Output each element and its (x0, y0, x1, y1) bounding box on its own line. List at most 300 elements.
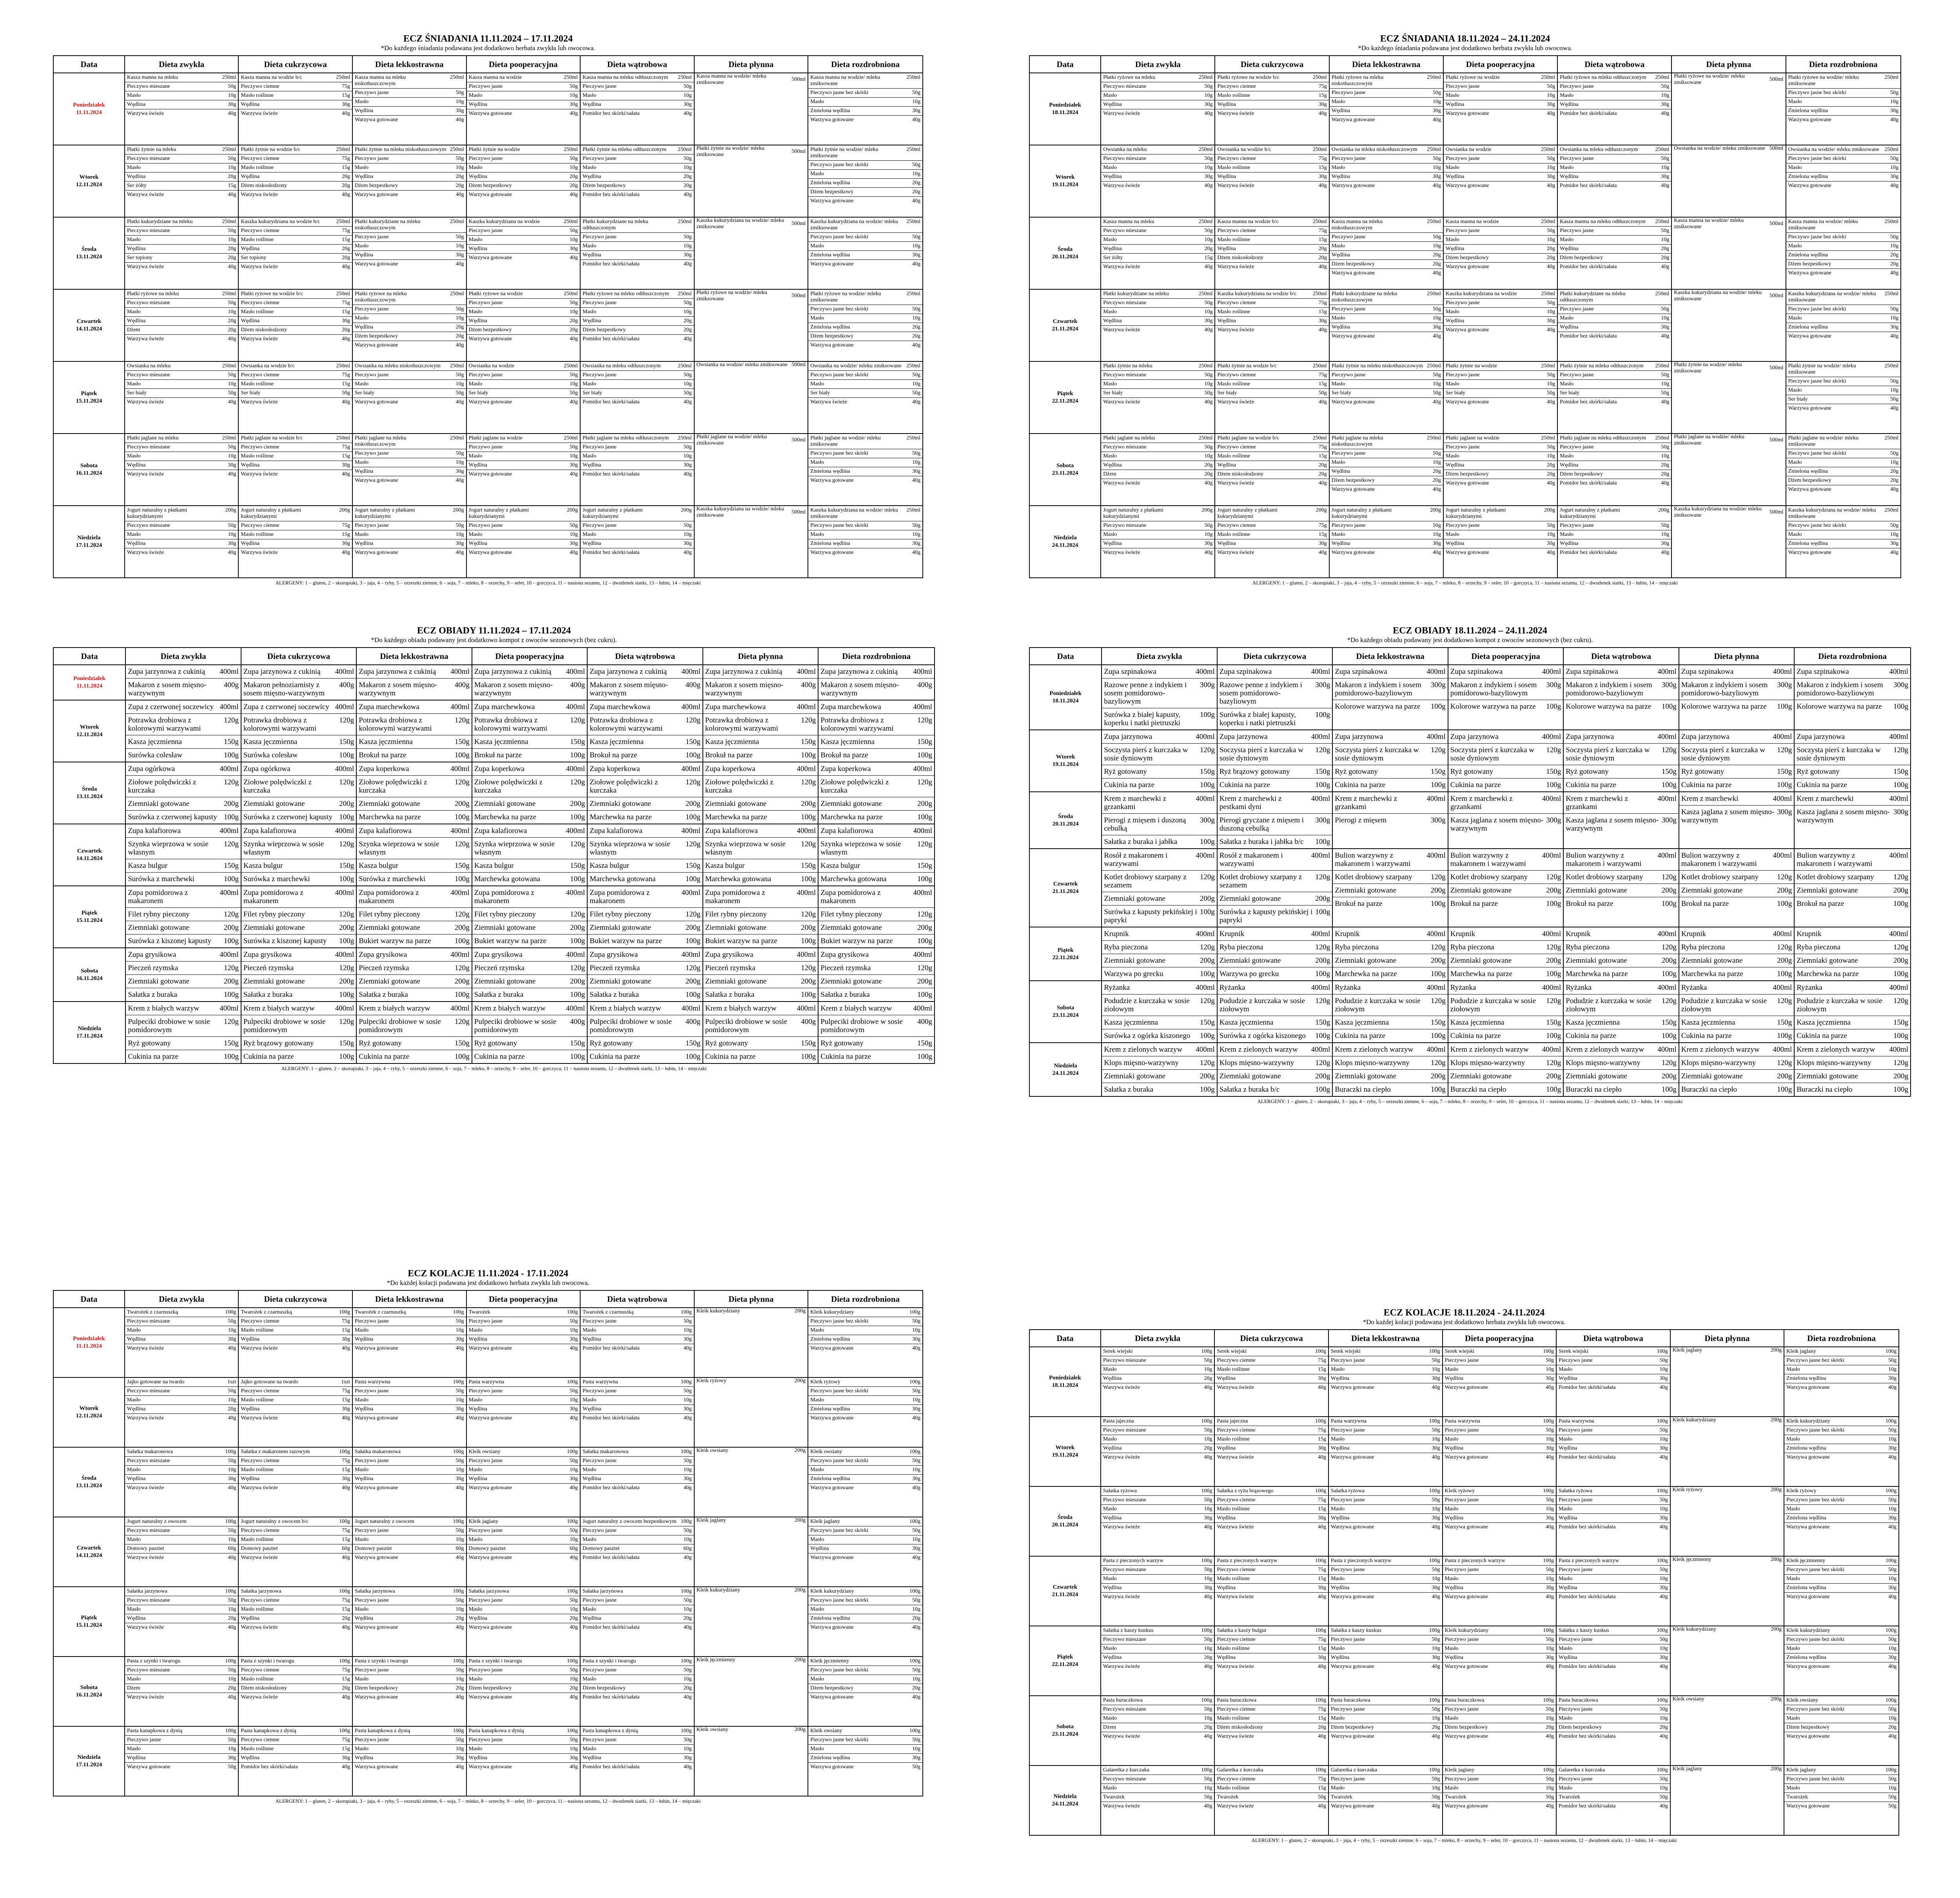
meal-name: Jogurt naturalny z owocem (354, 1519, 414, 1524)
meal-name: Warzywa gotowane (354, 342, 398, 348)
meal-qty: 120g (1546, 997, 1561, 1005)
meal-qty: 100g (1543, 1767, 1554, 1773)
meal-item (353, 1666, 466, 1675)
meal-item (1330, 107, 1443, 116)
meal-item (1557, 1705, 1670, 1714)
meal-item (241, 797, 356, 811)
meal-name: Masło (1331, 165, 1345, 171)
meal-qty: 120g (1546, 873, 1561, 881)
meal-qty: 20g (1204, 246, 1213, 252)
meal-name: Filet rybny pieczony (590, 910, 652, 918)
meal-qty: 50g (1204, 1776, 1212, 1782)
meal-qty: 20g (1204, 471, 1213, 477)
meal-name: Ziemniaki gotowane (1104, 956, 1166, 965)
meal-item (1443, 1505, 1556, 1514)
meal-item (353, 1535, 466, 1544)
date-cell: Niedziela 17.11.2024 (53, 1002, 125, 1063)
meal-name: Zmielona wędlina (1786, 1655, 1826, 1660)
meal-name: Masło (1788, 459, 1802, 465)
meal-cell (580, 1447, 694, 1517)
meal-name: Zupa jarzynowa (1104, 733, 1152, 741)
meal-item (808, 1535, 922, 1544)
meal-item (1215, 299, 1328, 308)
meal-qty: 120g (339, 778, 354, 786)
meal-name: Pasta kanapkowa z dynią (468, 1728, 524, 1734)
meal-name: Wędlina (241, 102, 260, 107)
meal-cell (125, 434, 239, 506)
meal-qty: 20g (456, 1615, 464, 1621)
meal-item (1564, 849, 1678, 871)
meal-item (1215, 1347, 1328, 1356)
meal-name: Masło roślinne (1217, 1646, 1250, 1651)
meal-item (1215, 1487, 1328, 1496)
meal-item (357, 886, 471, 908)
meal-qty: 30g (1659, 1655, 1668, 1660)
meal-item (581, 335, 694, 343)
meal-name: Warzywa świeże (1103, 327, 1140, 333)
meal-name: Pomidor bez skórki/sałata (583, 1345, 640, 1351)
meal-cell (818, 886, 935, 948)
meal-qty: 50g (1204, 1637, 1212, 1642)
meal-qty: 200g (1777, 1072, 1792, 1080)
meal-item (1218, 730, 1332, 744)
meal-item (1443, 1566, 1556, 1575)
meal-qty: 400ml (1773, 983, 1792, 992)
meal-qty: 300g (1200, 816, 1215, 824)
meal-name: Płatki kukurydziane na mleku odtłuszczonym (1560, 291, 1626, 303)
meal-qty: 100g (685, 875, 701, 883)
meal-qty: 120g (1200, 943, 1215, 951)
meal-qty: 250ml (1427, 74, 1441, 80)
meal-cell (1448, 981, 1563, 1043)
meal-name: Warzywa gotowane (468, 111, 512, 116)
meal-item (581, 260, 694, 269)
meal-name: Wędlina (468, 1615, 487, 1621)
meal-item (353, 233, 466, 242)
meal-item (353, 458, 466, 467)
meal-qty: 20g (1888, 1724, 1896, 1730)
meal-name: Krem z zielonych warzyw (1450, 1045, 1529, 1054)
meal-cell (356, 1002, 472, 1063)
meal-qty: 75g (1318, 1637, 1326, 1642)
meal-qty: 50g (1888, 1357, 1896, 1363)
meal-name: Masło (468, 1676, 483, 1682)
meal-name: Makaron z sosem mięsno-warzywnym (820, 681, 899, 697)
meal-qty: 50g (1432, 523, 1441, 528)
meal-item (353, 305, 466, 314)
meal-item (357, 838, 471, 859)
meal-qty: 10g (1659, 1576, 1668, 1582)
meal-item (239, 1614, 352, 1623)
meal-qty: 10g (1432, 99, 1441, 105)
meal-item (1795, 849, 1910, 871)
meal-item (588, 824, 702, 838)
meal-item (808, 188, 922, 197)
meal-item (1101, 506, 1214, 521)
meal-name: Zmielona wędlina (810, 1476, 850, 1482)
meal-qty: 20g (341, 183, 350, 189)
meal-name: Pomidor bez skórki/sałata (583, 471, 640, 477)
meal-qty: 120g (454, 964, 470, 972)
meal-item (1564, 1029, 1678, 1042)
meal-item (353, 1335, 466, 1344)
meal-qty: 40g (1204, 1594, 1212, 1600)
meal-qty: 30g (1547, 541, 1555, 546)
meal-cell (818, 948, 935, 1002)
meal-cell (1784, 1417, 1899, 1486)
meal-cell (694, 361, 808, 434)
meal-name: Zmielona wędlina (1786, 1585, 1826, 1591)
meal-item (353, 1317, 466, 1326)
meal-name: Pieczywo mieszane (1103, 372, 1147, 378)
meal-qty: 10g (1547, 165, 1555, 171)
meal-name: Płatki żytnie na wodzie b/c (1217, 363, 1277, 369)
meal-name: Filet rybny pieczony (128, 910, 190, 918)
meal-name: Pieczywo jasne bez skórki (810, 1667, 869, 1673)
meal-name: Pieczywo jasne bez skórki (810, 1318, 869, 1324)
meal-item (1679, 679, 1794, 700)
meal-item (588, 921, 702, 934)
meal-item (1558, 452, 1671, 461)
meal-item (357, 776, 471, 797)
meal-name: Warzywa świeże (1103, 1384, 1140, 1390)
meal-qty: 40g (912, 1415, 920, 1421)
meal-item (1784, 1784, 1898, 1793)
day-row (53, 217, 923, 289)
meal-name: Kasza bulgur (474, 862, 514, 870)
meal-item (1215, 1793, 1328, 1802)
meal-cell (1448, 665, 1563, 730)
meal-name: Wędlina (468, 102, 487, 107)
meal-qty: 200g (339, 924, 354, 932)
meal-item (1564, 814, 1678, 835)
meal-item (1784, 1775, 1898, 1784)
meal-qty: 120g (1430, 997, 1446, 1005)
meal-name: Dżem (127, 327, 140, 333)
meal-qty: 200g (223, 800, 239, 808)
meal-name: Masło (1103, 1576, 1117, 1582)
meal-name: Kasza jęczmienna (1335, 1018, 1389, 1027)
meal-item (1215, 1453, 1328, 1462)
meal-name: Dżem (1103, 471, 1116, 477)
meal-cell (1786, 289, 1901, 361)
meal-name: Buraczki na ciepło (1566, 1085, 1622, 1094)
meal-name: Pieczywo jasne bez skórki (1788, 90, 1846, 96)
meal-qty: 75g (341, 372, 350, 378)
meal-qty: 50g (1890, 90, 1898, 96)
meal-item (1101, 172, 1214, 181)
meal-item (1444, 73, 1557, 82)
meal-cell (1443, 1347, 1557, 1417)
meal-qty: 100g (1886, 1488, 1896, 1494)
meal-name: Pulpeciki drobiowe w sosie pomidorowym (243, 1018, 326, 1034)
meal-item (1101, 1723, 1214, 1732)
panel-obiady-1 (53, 625, 935, 1072)
meal-cell (587, 665, 702, 700)
meal-cell (580, 1587, 694, 1657)
meal-name: Warzywa gotowane (1788, 117, 1831, 123)
meal-qty: 30g (456, 252, 464, 258)
meal-name: Pieczywo ciemne (241, 156, 279, 161)
meal-qty: 100g (1429, 1697, 1440, 1703)
meal-qty: 10g (1204, 93, 1213, 98)
meal-item (1329, 1766, 1442, 1775)
meal-item (1101, 263, 1214, 271)
meal-item (588, 797, 702, 811)
meal-name: Warzywa gotowane (1330, 1594, 1374, 1600)
meal-item (1444, 218, 1557, 227)
meal-cell (1679, 665, 1794, 730)
meal-name: Pomidor bez skórki/sałata (1559, 1384, 1616, 1390)
meal-item (1444, 254, 1557, 263)
menu-note: *Do każdej kolacji podawana jest dodatkowo herbata zwykła lub owocowa. (387, 1279, 590, 1287)
meal-qty: 40g (912, 399, 920, 405)
date-cell: Środa 20.11.2024 (1029, 217, 1101, 289)
meal-item (1101, 317, 1214, 326)
meal-qty: 50g (570, 1388, 578, 1394)
meal-item (125, 335, 238, 343)
meal-name: Klops mięsno-warzywny (1219, 1059, 1294, 1067)
meal-item (581, 251, 694, 260)
meal-name: Pulpeciki drobiowe w sosie pomidorowym (705, 1018, 788, 1034)
meal-name: Masło (1560, 93, 1574, 98)
meal-qty: 100g (1429, 1558, 1440, 1564)
meal-cell (1328, 1556, 1443, 1626)
meal-name: Zmielona wędlina (810, 1406, 850, 1412)
meal-name: Pulpeciki drobiowe w sosie pomidorowym (820, 1018, 903, 1034)
meal-qty: 15g (341, 1537, 350, 1542)
meal-qty: 120g (917, 964, 932, 972)
meal-qty: 200g (1771, 1626, 1782, 1632)
meal-qty: 30g (1318, 1655, 1326, 1660)
meal-item (1329, 1566, 1442, 1575)
meal-qty: 10g (1659, 1436, 1668, 1442)
meal-qty: 120g (1661, 746, 1677, 754)
meal-name: Sałatka jarzynowa (241, 1588, 281, 1594)
meal-qty: 40g (228, 399, 236, 405)
meal-qty: 250ml (564, 363, 578, 369)
meal-qty: 10g (228, 381, 236, 387)
meal-name: Masło (810, 1467, 824, 1473)
meal-item (239, 1484, 352, 1492)
meal-item (357, 908, 471, 921)
meal-item (1333, 849, 1447, 871)
meal-qty: 40g (456, 1764, 464, 1770)
meal-name: Pieczywo jasne bez skórki (810, 372, 869, 378)
meal-item (588, 886, 702, 908)
meal-qty: 50g (1432, 372, 1441, 378)
meal-qty: 50g (570, 1597, 578, 1603)
meal-item (353, 1457, 466, 1466)
meal-qty: 50g (1204, 1357, 1212, 1363)
meal-item (353, 449, 466, 458)
meal-cell (587, 886, 702, 948)
meal-item (1330, 242, 1443, 251)
meal-name: Ryba pieczona (1219, 943, 1263, 951)
meal-qty: 40g (1204, 1384, 1212, 1390)
meal-item (239, 263, 352, 271)
meal-item (353, 242, 466, 251)
meal-name: Pieczywo jasne (354, 450, 389, 456)
meal-qty: 200g (1315, 1072, 1330, 1080)
meal-qty: 400ml (1773, 795, 1792, 803)
meal-name: Sałatka jarzynowa (354, 1588, 395, 1594)
meal-qty: 50g (456, 90, 464, 96)
meal-item (241, 934, 356, 947)
menu-title: ECZ KOLACJE 11.11.2024 - 17.11.2024 (408, 1268, 568, 1279)
meal-item (353, 89, 466, 98)
meal-item (1784, 1662, 1898, 1671)
meal-qty: 75g (1318, 1567, 1326, 1573)
meal-cell (587, 762, 702, 824)
meal-qty: 40g (570, 1694, 578, 1700)
meal-qty: 200g (681, 507, 692, 513)
meal-name: Zmielona wędlina (1786, 1515, 1826, 1521)
meal-name: Pieczywo jasne (354, 306, 389, 312)
meal-item (818, 859, 934, 873)
meal-item (1784, 1426, 1898, 1435)
meal-name: Masło (1560, 315, 1574, 321)
meal-qty: 10g (228, 1676, 236, 1682)
meal-name: Masło (354, 165, 368, 171)
meal-name: Warzywa świeże (1217, 264, 1254, 270)
meal-name: Warzywa świeże (1103, 1733, 1140, 1739)
meal-qty: 120g (1430, 746, 1446, 754)
meal-qty: 20g (228, 327, 236, 333)
meal-qty: 15g (341, 165, 350, 171)
meal-item (1329, 1593, 1442, 1601)
meal-item (1101, 1635, 1214, 1644)
meal-name: Kaszka kukurydziana na wodzie (1445, 291, 1517, 297)
meal-qty: 250ml (1427, 291, 1441, 297)
meal-item (125, 1378, 238, 1387)
meal-name: Ziemniaki gotowane (243, 924, 305, 932)
meal-item (808, 476, 922, 485)
meal-name: Bukiet warzyw na parze (474, 937, 546, 945)
meal-qty: 400ml (1426, 983, 1446, 992)
meal-item (1444, 181, 1557, 190)
meal-item (467, 227, 580, 236)
meal-item (818, 735, 934, 749)
meal-name: Dżem bezpestkowy (1330, 1724, 1374, 1730)
meal-item (808, 290, 922, 305)
meal-item (1218, 1029, 1332, 1042)
meal-item (1558, 332, 1671, 341)
meal-cell (238, 1657, 352, 1726)
meal-cell (818, 824, 935, 886)
meal-qty: 50g (1659, 1794, 1668, 1800)
meal-qty: 50g (1890, 234, 1898, 240)
meal-qty: 10g (683, 1397, 692, 1403)
meal-cell (472, 700, 587, 762)
meal-name: Ryżanka (1566, 983, 1592, 992)
meal-qty: 20g (570, 183, 578, 189)
meal-qty: 30g (912, 468, 920, 474)
meal-qty: 10g (1890, 243, 1898, 249)
meal-qty: 10g (912, 1327, 920, 1333)
allergens-legend: ALERGENY: 1 – gluten, 2 – skorupiaki, 3 – jaja, 4 – ryby, 5 – orzeszki ziemne, 6 – soja, 7 – mleko, 8 – orzechy, 9 – seler, 10 – gorczyca, 11 – nasiona sezamu, 12 – dwutlenek siarki, 13 – łubin, 14 – mięczaki (1257, 1098, 1683, 1104)
meal-item (1102, 1016, 1216, 1029)
meal-name: Masło (1103, 532, 1117, 537)
meal-name: Masło (1786, 1436, 1800, 1442)
meal-item (1329, 1444, 1442, 1453)
meal-name: Pieczywo jasne (1330, 1427, 1365, 1433)
meal-name: Sałatka z buraka (590, 991, 639, 999)
meal-item (581, 1378, 694, 1387)
meal-name: Wędlina (241, 318, 260, 324)
meal-name: Masło (1330, 1436, 1345, 1442)
meal-name: Pieczywo jasne (1445, 83, 1480, 89)
meal-item (1557, 1356, 1670, 1365)
meal-qty: 40g (1659, 1594, 1668, 1600)
meal-qty: 120g (1315, 746, 1330, 754)
meal-qty: 30g (1659, 1585, 1668, 1591)
meal-name: Zmielona wędlina (1788, 174, 1828, 180)
meal-qty: 40g (683, 261, 692, 267)
meal-cell (1214, 1556, 1328, 1626)
meal-name: Jogurt naturalny z owocem b/c (241, 1519, 309, 1524)
meal-qty: 40g (912, 1345, 920, 1351)
meal-qty: 10g (570, 165, 578, 171)
meal-name: Pasta buraczkowa (1217, 1697, 1257, 1703)
meal-qty: 250ml (222, 291, 236, 297)
meal-name: Masło roślinne (1217, 165, 1250, 171)
meal-name: Warzywa świeże (241, 1415, 278, 1421)
meal-qty: 50g (1432, 1794, 1440, 1800)
meal-item (1215, 290, 1328, 299)
meal-qty: 10g (570, 93, 578, 98)
meal-qty: 10g (456, 99, 464, 105)
meal-name: Wędlina (1217, 462, 1236, 468)
menu-table (53, 1290, 923, 1796)
meal-item (808, 398, 922, 406)
meal-name: Zupa szpinakowa (1681, 668, 1734, 676)
meal-item (1444, 308, 1557, 317)
meal-qty: 50g (456, 390, 464, 396)
meal-qty: 100g (1546, 781, 1561, 789)
meal-item (808, 314, 922, 323)
meal-cell (238, 1587, 352, 1657)
meal-qty: 500ml (1769, 145, 1784, 151)
meal-item (808, 434, 922, 449)
meal-item (581, 1657, 694, 1666)
meal-name: Pieczywo jasne (583, 1388, 617, 1394)
meal-name: Pieczywo ciemne (241, 444, 279, 450)
meal-qty: 20g (1432, 252, 1441, 258)
meal-item (1448, 994, 1563, 1016)
meal-qty: 10g (912, 315, 920, 321)
meal-qty: 50g (1890, 306, 1898, 312)
meal-qty: 400ml (1196, 668, 1215, 676)
meal-cell (125, 289, 239, 361)
meal-item (818, 776, 934, 797)
meal-item (1558, 470, 1671, 479)
meal-item (1443, 1575, 1556, 1584)
meal-item (239, 1666, 352, 1675)
meal-item (1333, 994, 1447, 1016)
meal-name: Pieczywo jasne (468, 1388, 503, 1394)
meal-item (1215, 263, 1328, 271)
meal-qty: 20g (1204, 1655, 1212, 1660)
meal-qty: 40g (1204, 111, 1213, 116)
meal-item (1557, 1496, 1670, 1505)
meal-item (125, 154, 238, 163)
meal-item (1558, 263, 1671, 271)
meal-name: Wędlina (1445, 318, 1465, 324)
meal-qty: 150g (1661, 1018, 1677, 1027)
meal-cell (125, 1002, 241, 1063)
meal-cell (352, 1308, 466, 1377)
